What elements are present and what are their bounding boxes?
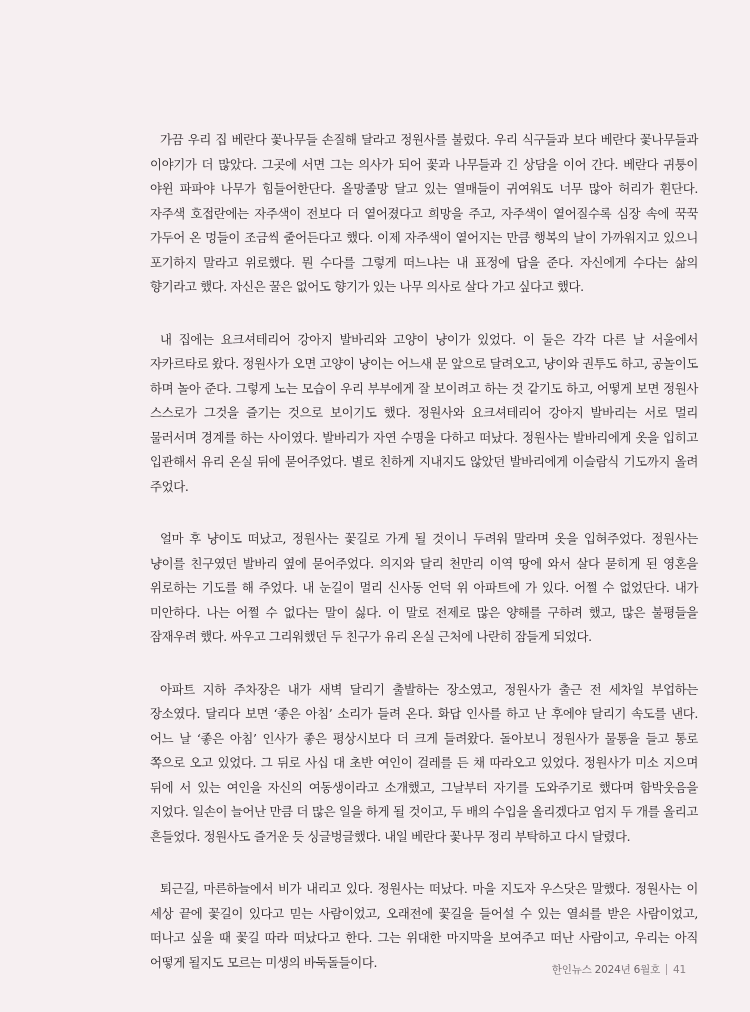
- article-paragraph-4: 아파트 지하 주차장은 내가 새벽 달리기 출발하는 장소였고, 정원사가 출근 전 세차일 부업하는 장소였다. 달리다 보면 ‘좋은 아침’ 소리가 들려 온다. 화답 인사를 하고 난 후에야 달리기 속도를 낸다. 어느 날 ‘좋은 아침’ 인사가 좋은 평상시보다 더 크게 들려왔다. 돌아보니 정원사가 물통을 들고 통로 쪽으로 오고 있었다. 그 뒤로 사십 대 초반 여인이 걸레를 든 채 따라오고 있었다. 정원사가 미소 지으며 뒤에 서 있는 여인을 자신의 여동생이라고 소개했고, 그날부터 자기를 도와주기로 했다며 함박웃음을 지었다. 일손이 늘어난 만큼 더 많은 일을 하게 될 것이고, 두 배의 수입을 올리겠다고 엄지 두 개를 올리고 흔들었다. 정원사도 즐거운 듯 싱글벙글했다. 내일 베란다 꽃나무 정리 부탁하고 다시 달렸다.: [150, 681, 698, 844]
- article-paragraph-5: 퇴근길, 마른하늘에서 비가 내리고 있다. 정원사는 떠났다. 마을 지도자 우스닷은 말했다. 정원사는 이 세상 끝에 꽃길이 있다고 믿는 사람이었고, 오래전에 꽃길을 들어설 수 있는 열쇠를 받은 사람이었고, 떠나고 싶을 때 꽃길 따라 떠났다고 한다. 그는 위대한 마지막을 보여주고 떠난 사람이고, 우리는 아직 어떻게 될지도 모르는 미생의 바둑돌들이다.: [150, 881, 698, 970]
- article-paragraph-2: 내 집에는 요크셔테리어 강아지 발바리와 고양이 냥이가 있었다. 이 둘은 각각 다른 날 서울에서 자카르타로 왔다. 정원사가 오면 고양이 냥이는 어느새 문 앞으로 달려오고, 냥이와 권투도 하고, 공놀이도 하며 놀아 준다. 그렇게 노는 모습이 우리 부부에게 잘 보이려고 하는 것 같기도 하고, 어떻게 보면 정원사 스스로가 그것을 즐기는 것으로 보이기도 했다. 정원사와 요크셔테리어 강아지 발바리는 서로 멀리 물러서며 경계를 하는 사이였다. 발바리가 자연 수명을 다하고 떠났다. 정원사는 발바리에게 옷을 입히고 입관해서 유리 온실 뒤에 묻어주었다. 별로 친하게 지내지도 않았던 발바리에게 이슬람식 기도까지 올려 주었다.: [150, 331, 698, 494]
- footer-divider: [666, 964, 667, 975]
- page-footer: [552, 962, 686, 977]
- article-paragraph-3: 얼마 후 냥이도 떠났고, 정원사는 꽃길로 가게 될 것이니 두려워 말라며 옷을 입혀주었다. 정원사는 냥이를 친구였던 발바리 옆에 묻어주었다. 의지와 달리 천만리 이역 땅에 와서 살다 묻히게 된 영혼을 위로하는 기도를 해 주었다. 내 눈길이 멀리 신사동 언덕 위 아파트에 가 있다. 어쩔 수 없었단다. 내가 미안하다. 나는 어쩔 수 없다는 말이 싫다. 이 말로 전제로 많은 양해를 구하려 했고, 많은 불평들을 잠재우려 했다. 싸우고 그리워했던 두 친구가 유리 온실 근처에 나란히 잠들게 되었다.: [150, 531, 698, 644]
- article-paragraph-1: 가끔 우리 집 베란다 꽃나무들 손질해 달라고 정원사를 불렀다. 우리 식구들과 보다 베란다 꽃나무들과 이야기가 더 많았다. 그곳에 서면 그는 의사가 되어 꽃과 나무들과 긴 상담을 이어 간다. 베란다 귀퉁이 야윈 파파야 나무가 힘들어한단다. 올망졸망 달고 있는 열매들이 귀여워도 너무 많아 허리가 휜단다. 자주색 호접란에는 자주색이 전보다 더 옅어졌다고 희망을 주고, 자주색이 옅어질수록 심장 속에 꾹꾹 가두어 온 멍들이 조금씩 줄어든다고 했다. 이제 자주색이 옅어지는 만큼 행복의 날이 가까워지고 있으니 포기하지 말라고 위로했다. 뭔 수다를 그렇게 떠느냐는 내 표정에 답을 준다. 자신에게 수다는 삶의 향기라고 했다. 자신은 꿀은 없어도 향기가 있는 나무 의사로 살다 가고 싶다고 했다.: [150, 132, 698, 294]
- page-number: 41: [673, 963, 686, 976]
- publication-name: 한인뉴스 2024년 6월호: [551, 964, 661, 976]
- article-body: [150, 128, 698, 1003]
